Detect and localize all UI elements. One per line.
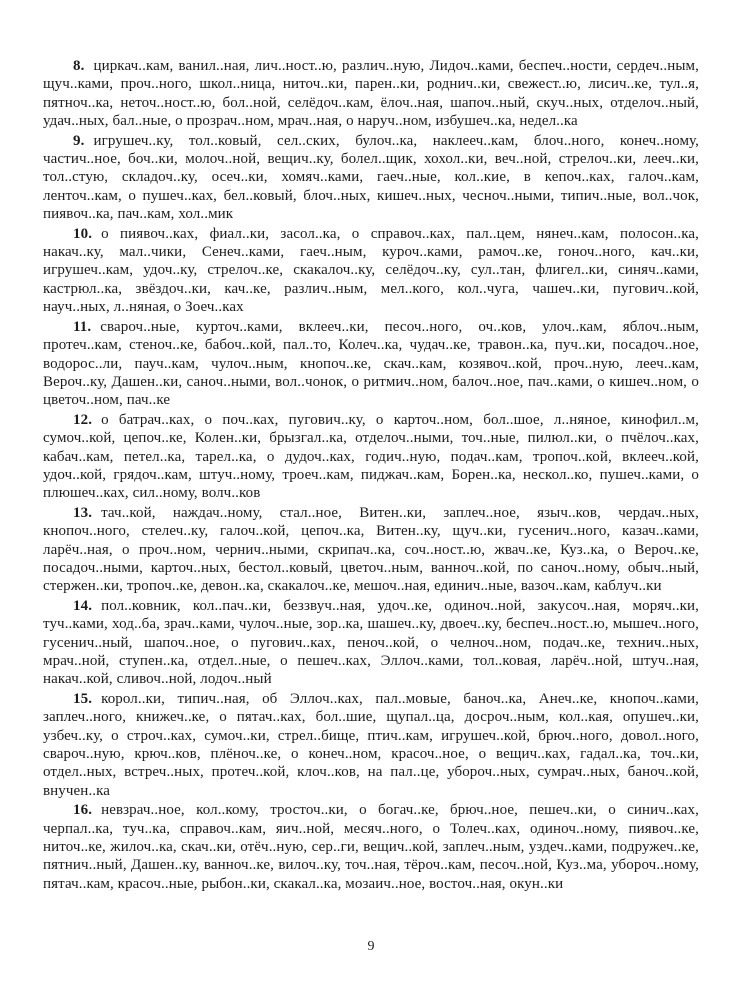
item-text: о батрач..ках, о поч..ках, пугович..ку, о карточ..ном, бол..шое, л..няное, кинофил..м, сумоч..кой, цепоч..ке, Колен..ки, брызгал..ка, отделоч..ными, точ..ные, пилюл..ки, о пчёлоч..ках, кабач..кам, петел..ка, тарел..ка, о дудоч..ках, годич..ную, подач..кам, тропоч..кой, вклееч..кой, удоч..кой, грядоч..кам, штуч..ному, троеч..кам, пиджач..кам, Борен..ка, нескол..ко, пушеч..ками, о плюшеч..ках, сил..ному, волч..ков — [43, 411, 699, 502]
item-text: циркач..кам, ванил..ная, лич..ност..ю, различ..ную, Лидоч..ками, беспеч..ности, сердеч..ным, щуч..ками, проч..ного, школ..ница, ниточ..ки, парен..ки, роднич..ки, свежест..ю, лисич..ке, тул..я, пятноч..ка, неточ..ност..ю, бол..ной, селёдоч..кам, ёлоч..ная, шапоч..ный, скуч..ных, отделоч..ный, удач..ных, бал..ные, о прозрач..ном, мрач..ная, о наруч..ном, избушеч..ка, недел..ка — [43, 58, 699, 130]
page-number: 9 — [367, 939, 375, 954]
item-text: игрушеч..ку, тол..ковый, сел..ских, булоч..ка, наклееч..кам, блоч..ного, конеч..ному, частич..ное, боч..ки, молоч..ной, вещич..ку, болел..щик, хохол..ки, веч..ной, стрелоч..ки, лееч..ки, тол..стую, складоч..ку, осеч..ки, хомяч..ками, гаеч..ные, кол..кие, в кепоч..ках, галоч..кам, ленточ..кам, о пушеч..ках, бел..ковый, блоч..ных, кишеч..ных, чесноч..ными, типич..ные, вол..чок, пиявоч..ка, пач..кам, хол..мик — [43, 132, 699, 223]
exercise-item-8 — [43, 57, 699, 131]
item-text: тач..кой, наждач..ному, стал..ное, Витен..ки, заплеч..ное, языч..ков, чердач..ных, кнопоч..ного, стелеч..ку, галоч..кой, цепоч..ка, Витен..ку, щуч..ки, гусенич..ного, казач..ками, ларёч..ная, о проч..ном, чернич..ными, скрипач..ка, соч..ност..ю, жвач..ке, Куз..ка, о Вероч..ке, посадоч..ными, карточ..ных, бестол..ковый, цветоч..ным, ванноч..кой, по саноч..ному, обыч..ный, стержен..ки, тропоч..ке, девон..ка, скакалоч..ке, мешоч..ная, единич..ные, вазоч..кам, каблуч..ки — [43, 504, 699, 595]
item-number: 13. — [73, 504, 93, 521]
item-number: 10. — [73, 225, 93, 242]
item-text: пол..ковник, кол..пач..ки, беззвуч..ная, удоч..ке, одиноч..ной, закусоч..ная, моряч..ки, туч..ками, ход..ба, зрач..ками, чулоч..ные, зор..ка, шашеч..ку, двоеч..ку, беспеч..ност..ю, мышеч..ного, гусенич..ный, шапоч..ное, о пугович..ках, пеноч..кой, о челноч..ном, подач..ке, технич..ных, мрач..ной, ступен..ка, отдел..ные, о пешеч..ках, Эллоч..ками, тол..ковая, ларёч..ной, штуч..ная, накач..кой, сливоч..ной, лодоч..ный — [43, 597, 699, 688]
item-text: о пиявоч..ках, фиал..ки, засол..ка, о справоч..ках, пал..цем, нянеч..кам, полосон..ка, накач..ку, мал..чики, Сенеч..ками, гаеч..ным, куроч..ками, рамоч..ке, гоноч..ного, кач..ки, игрушеч..кам, удоч..ку, стрелоч..ке, скакалоч..ку, селёдоч..ку, сул..тан, флигел..ки, синяч..ками, кастрюл..ка, звёздоч..ки, кач..ке, различ..ным, мел..кого, кол..чуга, чашеч..ки, пугович..кой, науч..ных, л..няная, о Зоеч..ках — [43, 225, 699, 316]
item-number: 8. — [73, 58, 85, 74]
item-number: 14. — [73, 597, 93, 614]
exercise-item-9 — [43, 132, 699, 224]
item-text: корол..ки, типич..ная, об Эллоч..ках, пал..мовые, баноч..ка, Анеч..ке, кнопоч..ками, заплеч..ного, книжеч..ке, о пятач..ках, бол..шие, щупал..ца, досроч..ным, кол..кая, опушеч..ки, узбеч..ку, о строч..ках, сумоч..ки, стрел..бище, птич..кам, игрушеч..кой, брюч..ного, довол..ного, свароч..ную, крюч..ков, плёноч..ке, о конеч..ном, красоч..ное, о вещич..ках, гадал..ка, точ..ки, отдел..ных, встреч..ных, протеч..кой, клоч..ков, на пал..це, убороч..ных, сумрач..ных, баноч..кой, внучен..ка — [43, 690, 699, 799]
item-number: 12. — [73, 411, 93, 428]
item-number: 11. — [73, 318, 92, 335]
exercise-item-11 — [43, 318, 699, 410]
exercise-item-13 — [43, 504, 699, 596]
item-number: 15. — [73, 690, 93, 707]
exercise-list — [43, 57, 699, 894]
exercise-item-12 — [43, 411, 699, 503]
item-number: 9. — [73, 132, 85, 149]
item-text: невзрач..ное, кол..кому, тросточ..ки, о богач..ке, брюч..ное, пешеч..ки, о синич..ках, черпал..ка, туч..ка, справоч..кам, яич..ной, месяч..ного, о Толеч..ках, одиноч..ному, пиявоч..ке, ниточ..ке, жилоч..ка, скач..ки, отёч..ную, сер..ги, вещич..кой, заплеч..ным, уздеч..ками, подружеч..ке, пятнич..ный, Дашен..ку, ванноч..ке, вилоч..ку, точ..ная, тёроч..кам, песоч..ной, Куз..ма, убороч..ному, пятач..кам, красоч..ные, рыбон..ки, скакал..ка, мозаич..ное, восточ..ная, окун..ки — [43, 802, 699, 892]
exercise-item-10 — [43, 225, 699, 317]
item-text: свароч..ные, курточ..ками, вклееч..ки, песоч..ного, оч..ков, улоч..кам, яблоч..ным, протеч..кам, стеноч..ке, бабоч..кой, пал..то, Колеч..ка, чудач..ке, травон..ка, пуч..ки, посадоч..ное, водорос..ли, пауч..кам, чулоч..ным, кнопоч..ке, скач..кам, козявоч..кой, проч..ную, лееч..кам, Вероч..ку, Дашен..ки, саноч..ными, вол..чонок, о ритмич..ном, балоч..ное, пач..ками, о кишеч..ном, о цветоч..ном, пач..ке — [43, 318, 699, 409]
exercise-item-16 — [43, 801, 699, 893]
exercise-item-15 — [43, 690, 699, 800]
item-number: 16. — [73, 802, 93, 819]
exercise-item-14 — [43, 597, 699, 689]
